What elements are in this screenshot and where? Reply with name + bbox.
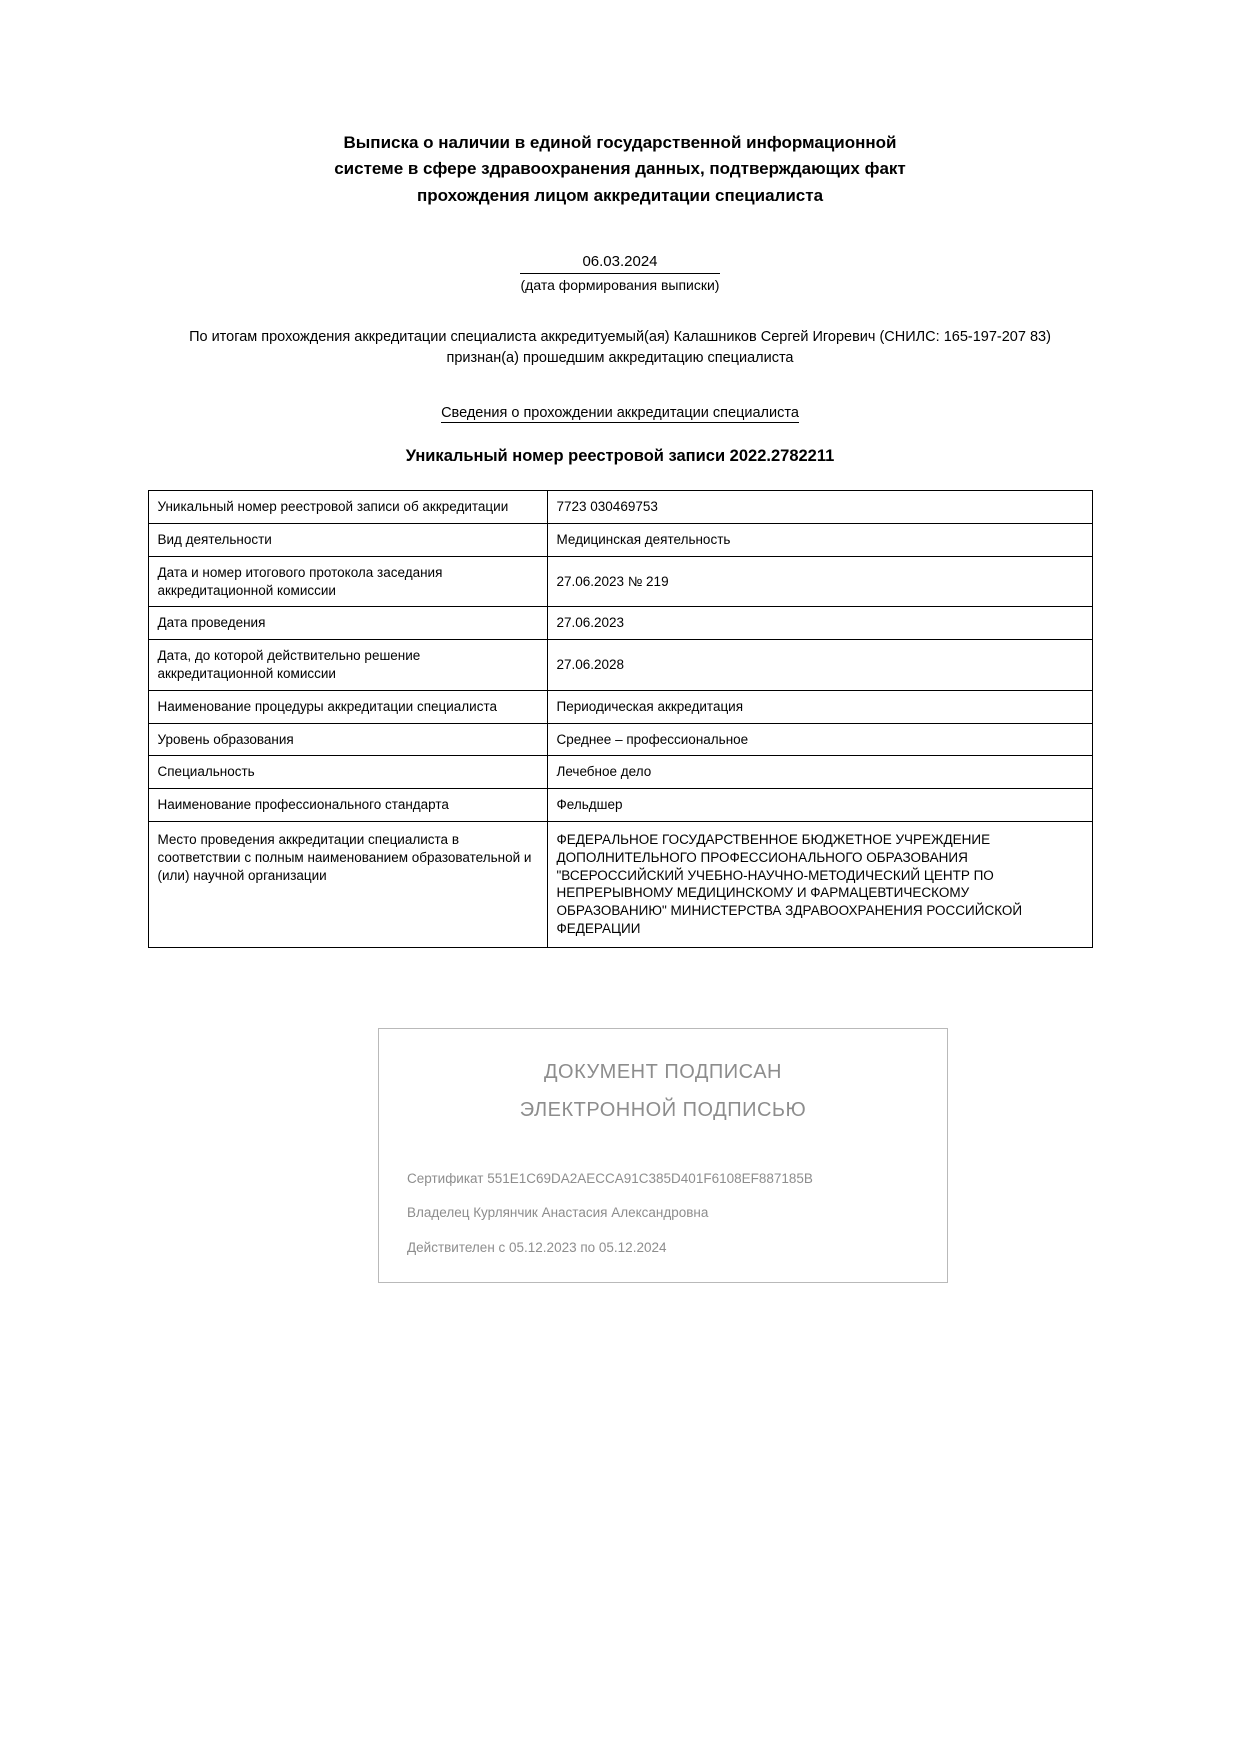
signature-title-line-1: ДОКУМЕНТ ПОДПИСАН — [544, 1061, 782, 1083]
signature-validity: Действителен с 05.12.2023 по 05.12.2024 — [407, 1239, 667, 1255]
table-row — [148, 523, 1092, 556]
page-title-line-2: системе в сфере здравоохранения данных, подтверждающих факт — [334, 159, 906, 179]
row-value: Медицинская деятельность — [547, 523, 1092, 556]
row-label: Уровень образования — [148, 723, 547, 756]
page-title-line-1: Выписка о наличии в единой государственной информационной — [343, 133, 897, 152]
row-label: Специальность — [148, 756, 547, 789]
signature-certificate: Сертификат 551E1C69DA2AECCA91C385D401F6108EF887185B — [407, 1171, 813, 1186]
table-row — [148, 607, 1092, 640]
row-value: 7723 030469753 — [547, 491, 1092, 524]
row-value: ФЕДЕРАЛЬНОЕ ГОСУДАРСТВЕННОЕ БЮДЖЕТНОЕ УЧРЕЖДЕНИЕ ДОПОЛНИТЕЛЬНОГО ПРОФЕССИОНАЛЬНОГО ОБРАЗОВАНИЯ "ВСЕРОССИЙСКИЙ УЧЕБНО-НАУЧНО-МЕТОДИЧЕСКИЙ ЦЕНТР ПО НЕПРЕРЫВНОМУ МЕДИЦИНСКОМУ И ФАРМАЦЕВТИЧЕСКОМУ ОБРАЗОВАНИЮ" МИНИСТЕРСТВА ЗДРАВООХРАНЕНИЯ РОССИЙСКОЙ ФЕДЕРАЦИИ — [547, 822, 1092, 948]
row-label: Дата проведения — [148, 607, 547, 640]
table-row — [148, 640, 1092, 691]
form-date-caption: (дата формирования выписки) — [520, 277, 720, 294]
row-value: Среднее – профессиональное — [547, 723, 1092, 756]
signature-owner: Владелец Курлянчик Анастасия Александровна — [407, 1205, 709, 1221]
row-value: 27.06.2028 — [547, 640, 1092, 691]
table-row — [148, 723, 1092, 756]
table-row — [148, 822, 1092, 948]
row-value: 27.06.2023 — [547, 607, 1092, 640]
row-value: 27.06.2023 № 219 — [547, 556, 1092, 607]
accreditation-details-table — [148, 490, 1093, 948]
row-value: Лечебное дело — [547, 756, 1092, 789]
row-label: Место проведения аккредитации специалиста в соответствии с полным наименованием образовательной и (или) научной организации — [148, 822, 547, 948]
row-value: Фельдшер — [547, 789, 1092, 822]
electronic-signature-stamp — [378, 1028, 948, 1283]
row-label: Наименование профессионального стандарта — [148, 789, 547, 822]
accreditation-statement-line-2: признан(а) прошедшим аккредитацию специалиста — [446, 350, 794, 367]
table-row — [148, 690, 1092, 723]
table-row — [148, 556, 1092, 607]
accreditation-statement — [120, 327, 1120, 369]
record-number-heading: Уникальный номер реестровой записи 2022.2782211 — [405, 447, 835, 466]
section-heading — [240, 405, 1000, 421]
row-label: Уникальный номер реестровой записи об аккредитации — [148, 491, 547, 524]
row-value: Периодическая аккредитация — [547, 690, 1092, 723]
table-row — [148, 789, 1092, 822]
table-row — [148, 491, 1092, 524]
row-label: Наименование процедуры аккредитации специалиста — [148, 690, 547, 723]
row-label: Вид деятельности — [148, 523, 547, 556]
signature-title-line-2: ЭЛЕКТРОННОЙ ПОДПИСЬЮ — [519, 1099, 807, 1121]
accreditation-statement-line-1: По итогам прохождения аккредитации специалиста аккредитуемый(ая) Калашников Сергей Игоревич (СНИЛС: 165-197-207 83) — [189, 329, 1051, 346]
page-title — [240, 0, 1000, 209]
section-heading-text: Сведения о прохождении аккредитации специалиста — [441, 405, 799, 422]
table-row — [148, 756, 1092, 789]
row-label: Дата, до которой действительно решение аккредитационной комиссии — [148, 640, 547, 691]
form-date-value: 06.03.2024 — [520, 253, 720, 274]
row-label: Дата и номер итогового протокола заседания аккредитационной комиссии — [148, 556, 547, 607]
page-title-line-3: прохождения лицом аккредитации специалиста — [416, 185, 824, 205]
form-date-block — [240, 253, 1000, 293]
